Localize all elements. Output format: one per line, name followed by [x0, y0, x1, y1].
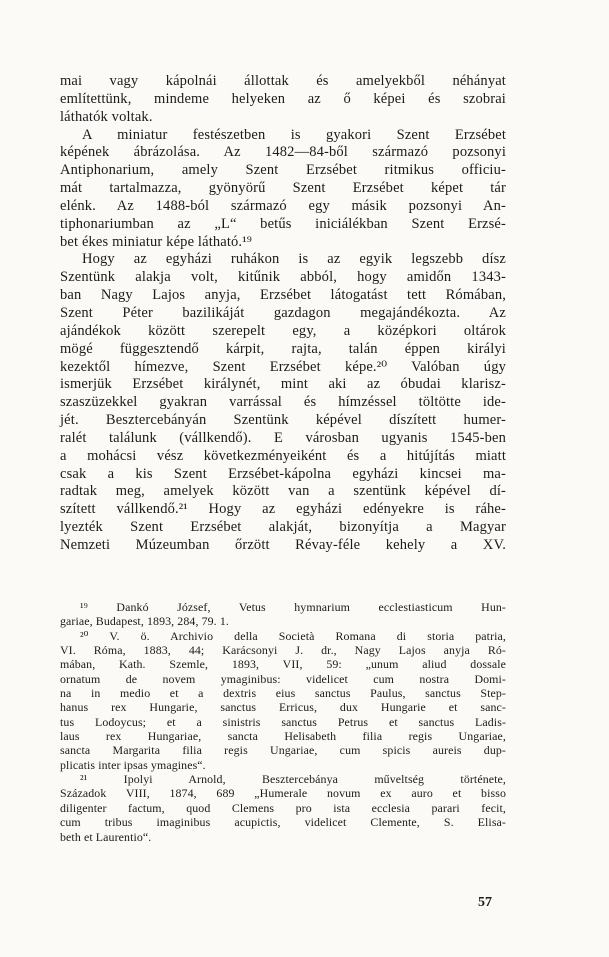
footnote-line: beth et Laurentio“.	[60, 829, 152, 844]
text-line: ismerjük Erzsébet királynét, mint aki az óbudai klarisz-	[60, 376, 506, 393]
footnote-line: tus Lodoycus; et a sinistris sanctus Petrus et sanctus Ladis-	[60, 714, 506, 729]
text-line: ban Nagy Lajos anyja, Erzsébet látogatást tett Rómában,	[60, 287, 506, 304]
text-line: mögé függesztendő kárpit, rajta, talán éppen királyi	[60, 340, 506, 357]
footnote-line: ²⁰ V. ö. Archivio della Società Romana di storia patria,	[80, 628, 506, 643]
text-line: Nemzeti Múzeumban őrzött Révay-féle kehely a XV.	[60, 536, 506, 553]
footnote-line: ²¹ Ipolyi Arnold, Besztercebánya műveltség története,	[80, 772, 506, 787]
footnote-line: Századok VIII, 1874, 689 „Humerale novum ex auro et bisso	[60, 786, 506, 801]
text-line: ajándékok között szerepelt egy, a középkori oltárok	[60, 322, 506, 339]
text-line: tiphonariumban az „L“ betűs iniciálékban Szent Erzsé-	[60, 215, 506, 232]
footnote-line: cum tribus imaginibus acupictis, videlicet Clemente, S. Elisa-	[60, 815, 506, 830]
text-line: említettünk, mindeme helyeken az ő képei és szobrai	[60, 90, 506, 107]
footnote-line: laus rex Hungariae, sancta Helisabeth filia regis Ungariae,	[60, 729, 506, 744]
text-line: elénk. Az 1488-ból származó egy másik pozsonyi An-	[60, 197, 506, 214]
text-line: Hogy az egyházi ruhákon is az egyik legszebb dísz	[82, 251, 506, 268]
text-line: Szentünk alakja volt, kitűnik abból, hogy amidőn 1343-	[60, 269, 506, 286]
text-line: mát tartalmazza, gyönyörű Szent Erzsébet képet tár	[60, 180, 506, 197]
text-line: lyezték Szent Erzsébet alakját, bizonyítja a Magyar	[60, 519, 506, 536]
footnote-line: diligenter factum, quod Clemens pro ista ecclesia parari fecit,	[60, 800, 506, 815]
text-line: szített vállkendő.²¹ Hogy az egyházi edényekre is ráhe-	[60, 501, 506, 518]
footnote-line: hanus rex Hungarie, sanctus Erricus, dux Hungarie et sanc-	[60, 700, 506, 715]
footnote-line: na in medio et a dextris eius sanctus Paulus, sanctus Step-	[60, 686, 506, 701]
text-line: láthatók voltak.	[60, 108, 153, 125]
text-line: ralét találunk (vállkendő). E városban ugyanis 1545-ben	[60, 429, 506, 446]
text-line: radtak meg, amelyek között van a szentünk képével dí-	[60, 483, 506, 500]
text-line: Szent Péter bazilikáját gazdagon megajándékozta. Az	[60, 304, 506, 321]
footnote-line: mában, Kath. Szemle, 1893, VII, 59: „unum aliud dossale	[60, 657, 506, 672]
text-line: kezektől hímezve, Szent Erzsébet képe.²⁰ Valóban úgy	[60, 358, 506, 375]
text-line: A miniatur festészetben is gyakori Szent Erzsébet	[82, 126, 506, 143]
text-line: a mohácsi vész következményeiként és a hitújítás miatt	[60, 447, 506, 464]
footnote-line: VI. Róma, 1883, 44; Karácsonyi J. dr., Nagy Lajos anyja Ró-	[60, 643, 506, 658]
footnote-line: ¹⁹ Dankó József, Vetus hymnarium ecclestiasticum Hun-	[80, 600, 506, 614]
text-line: mai vagy kápolnái állottak és amelyekből néhányat	[60, 73, 506, 89]
main-text	[60, 73, 506, 555]
text-line: csak a kis Szent Erzsébet-kápolna egyházi kincsei ma-	[60, 465, 506, 482]
footnote-line: gariae, Budapest, 1893, 284, 79. 1.	[60, 614, 229, 629]
page-number: 57	[478, 895, 492, 910]
footnote-line: ornatum de novem ymaginibus: videlicet cum nostra Domi-	[60, 671, 506, 686]
text-line: Antiphonarium, amely Szent Erzsébet ritmikus officiu-	[60, 162, 506, 179]
footnote-line: plicatis inter ipsas ymagines“.	[60, 757, 206, 772]
footnote-line: sancta Margarita filia regis Ungariae, cum spicis aureis dup-	[60, 743, 506, 758]
text-line: bet ékes miniatur képe látható.¹⁹	[60, 233, 252, 250]
text-line: képének ábrázolása. Az 1482—84-ből származó pozsonyi	[60, 144, 506, 161]
text-line: jét. Besztercebányán Szentünk képével díszített humer-	[60, 412, 506, 429]
footnotes	[60, 600, 506, 844]
text-line: szaszüzekkel gyakran varrással és hímzéssel töltötte ide-	[60, 394, 506, 411]
